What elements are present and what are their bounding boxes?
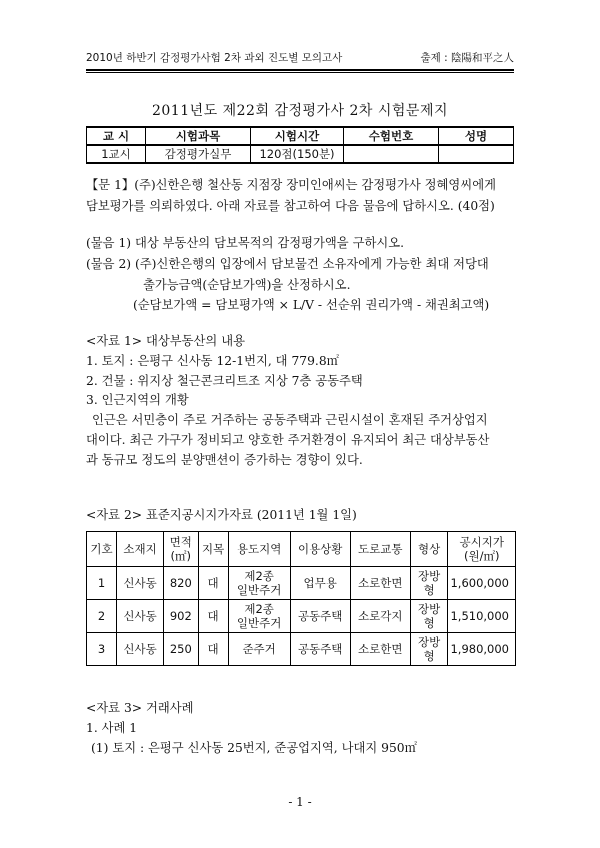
row3-symbol: 3 <box>87 633 117 666</box>
data2-title: <자료 2> 표준지공시지가자료 (2011년 1월 1일) <box>86 508 357 522</box>
row1-price: 1,600,000 <box>448 567 516 600</box>
col-subject: 시험과목 <box>146 127 251 145</box>
cell-time: 120점(150분) <box>251 145 344 163</box>
data1-building: 2. 건물 : 위지상 철근콘크리트조 지상 7층 공동주택 <box>86 374 363 388</box>
col-exam-number: 수험번호 <box>344 127 439 145</box>
data3-title: <자료 3> 거래사례 <box>86 701 194 715</box>
row1-usage: 업무용 <box>290 567 350 600</box>
row1-zoning: 제2종 일반주거 <box>228 567 290 600</box>
col-land-category: 지목 <box>198 532 228 567</box>
row2-road: 소로각지 <box>350 600 410 633</box>
data3-case: 1. 사례 1 <box>86 721 138 735</box>
cell-subject: 감정평가실무 <box>146 145 251 163</box>
table-row <box>87 633 516 666</box>
row3-road: 소로한면 <box>350 633 410 666</box>
table-row <box>87 600 516 633</box>
row2-category: 대 <box>198 600 228 633</box>
page-header <box>86 50 514 65</box>
data3-land: (1) 토지 : 은평구 신사동 25번지, 준공업지역, 나대지 950㎡ <box>91 741 417 755</box>
cell-session: 1교시 <box>87 145 146 163</box>
row2-zoning: 제2종 일반주거 <box>228 600 290 633</box>
col-zoning: 용도지역 <box>228 532 290 567</box>
col-area: 면적 (㎡) <box>164 532 199 567</box>
row2-symbol: 2 <box>87 600 117 633</box>
col-time: 시험시간 <box>251 127 344 145</box>
exam-info-table <box>86 126 514 164</box>
row1-location: 신사동 <box>117 567 164 600</box>
header-author: 출제 : 陰陽和平之人 <box>420 52 514 64</box>
row2-usage: 공동주택 <box>290 600 350 633</box>
col-shape: 형상 <box>410 532 448 567</box>
row1-symbol: 1 <box>87 567 117 600</box>
col-price: 공시지가 (원/㎡) <box>448 532 516 567</box>
row1-category: 대 <box>198 567 228 600</box>
sub-question-2: (물음 2) (주)신한은행의 입장에서 담보물건 소유자에게 가능한 최대 저당대 <box>86 257 489 271</box>
cell-name <box>439 145 514 163</box>
page-number: - 1 - <box>288 795 312 809</box>
table-row <box>87 567 516 600</box>
formula: (순담보가액 = 담보평가액 × L/V - 선순위 권리가액 - 채권최고액) <box>133 298 490 312</box>
data1-area-line-3: 과 동규모 정도의 분양맨션이 증가하는 경향이 있다. <box>86 453 363 467</box>
row3-shape: 장방형 <box>410 633 448 666</box>
row3-category: 대 <box>198 633 228 666</box>
col-usage: 이용상황 <box>290 532 350 567</box>
cell-exam-number <box>344 145 439 163</box>
question-line-2: 담보평가를 의뢰하였다. 아래 자료를 참고하여 다음 물음에 답하시오. (40점) <box>86 199 495 213</box>
col-session: 교 시 <box>87 127 146 145</box>
data1-area-title: 3. 인근지역의 개황 <box>86 393 189 407</box>
row3-price: 1,980,000 <box>448 633 516 666</box>
row3-area: 250 <box>164 633 199 666</box>
row3-zoning: 준주거 <box>228 633 290 666</box>
row1-area: 820 <box>164 567 199 600</box>
row1-shape: 장방형 <box>410 567 448 600</box>
col-name: 성명 <box>439 127 514 145</box>
row1-road: 소로한면 <box>350 567 410 600</box>
row2-shape: 장방형 <box>410 600 448 633</box>
question-line-1: 【문 1】(주)신한은행 철산동 지점장 장미인애씨는 감정평가사 정혜영씨에게 <box>86 178 496 192</box>
header-rule <box>86 69 514 71</box>
data1-title: <자료 1> 대상부동산의 내용 <box>86 334 245 348</box>
data1-area-line-1: 인근은 서민층이 주로 거주하는 공동주택과 근린시설이 혼재된 주거상업지 <box>92 413 488 427</box>
row2-area: 902 <box>164 600 199 633</box>
sub-question-1: (물음 1) 대상 부동산의 담보목적의 감정평가액을 구하시오. <box>86 236 404 250</box>
row3-location: 신사동 <box>117 633 164 666</box>
row2-price: 1,510,000 <box>448 600 516 633</box>
sub-question-2-cont: 출가능금액(순담보가액)을 산정하시오. <box>143 278 351 292</box>
standard-land-price-table <box>86 531 516 666</box>
row2-location: 신사동 <box>117 600 164 633</box>
exam-title: 2011년도 제22회 감정평가사 2차 시험문제지 <box>151 103 448 119</box>
row3-usage: 공동주택 <box>290 633 350 666</box>
col-symbol: 기호 <box>87 532 117 567</box>
header-course: 2010년 하반기 감정평가사험 2차 과외 진도별 모의고사 <box>86 52 343 64</box>
col-road: 도로교통 <box>350 532 410 567</box>
col-location: 소재지 <box>117 532 164 567</box>
data1-land: 1. 토지 : 은평구 신사동 12-1번지, 대 779.8㎡ <box>86 354 339 368</box>
data1-area-line-2: 대이다. 최근 가구가 정비되고 양호한 주거환경이 유지되어 최근 대상부동산 <box>86 433 490 447</box>
header-rule-thin <box>86 72 514 73</box>
